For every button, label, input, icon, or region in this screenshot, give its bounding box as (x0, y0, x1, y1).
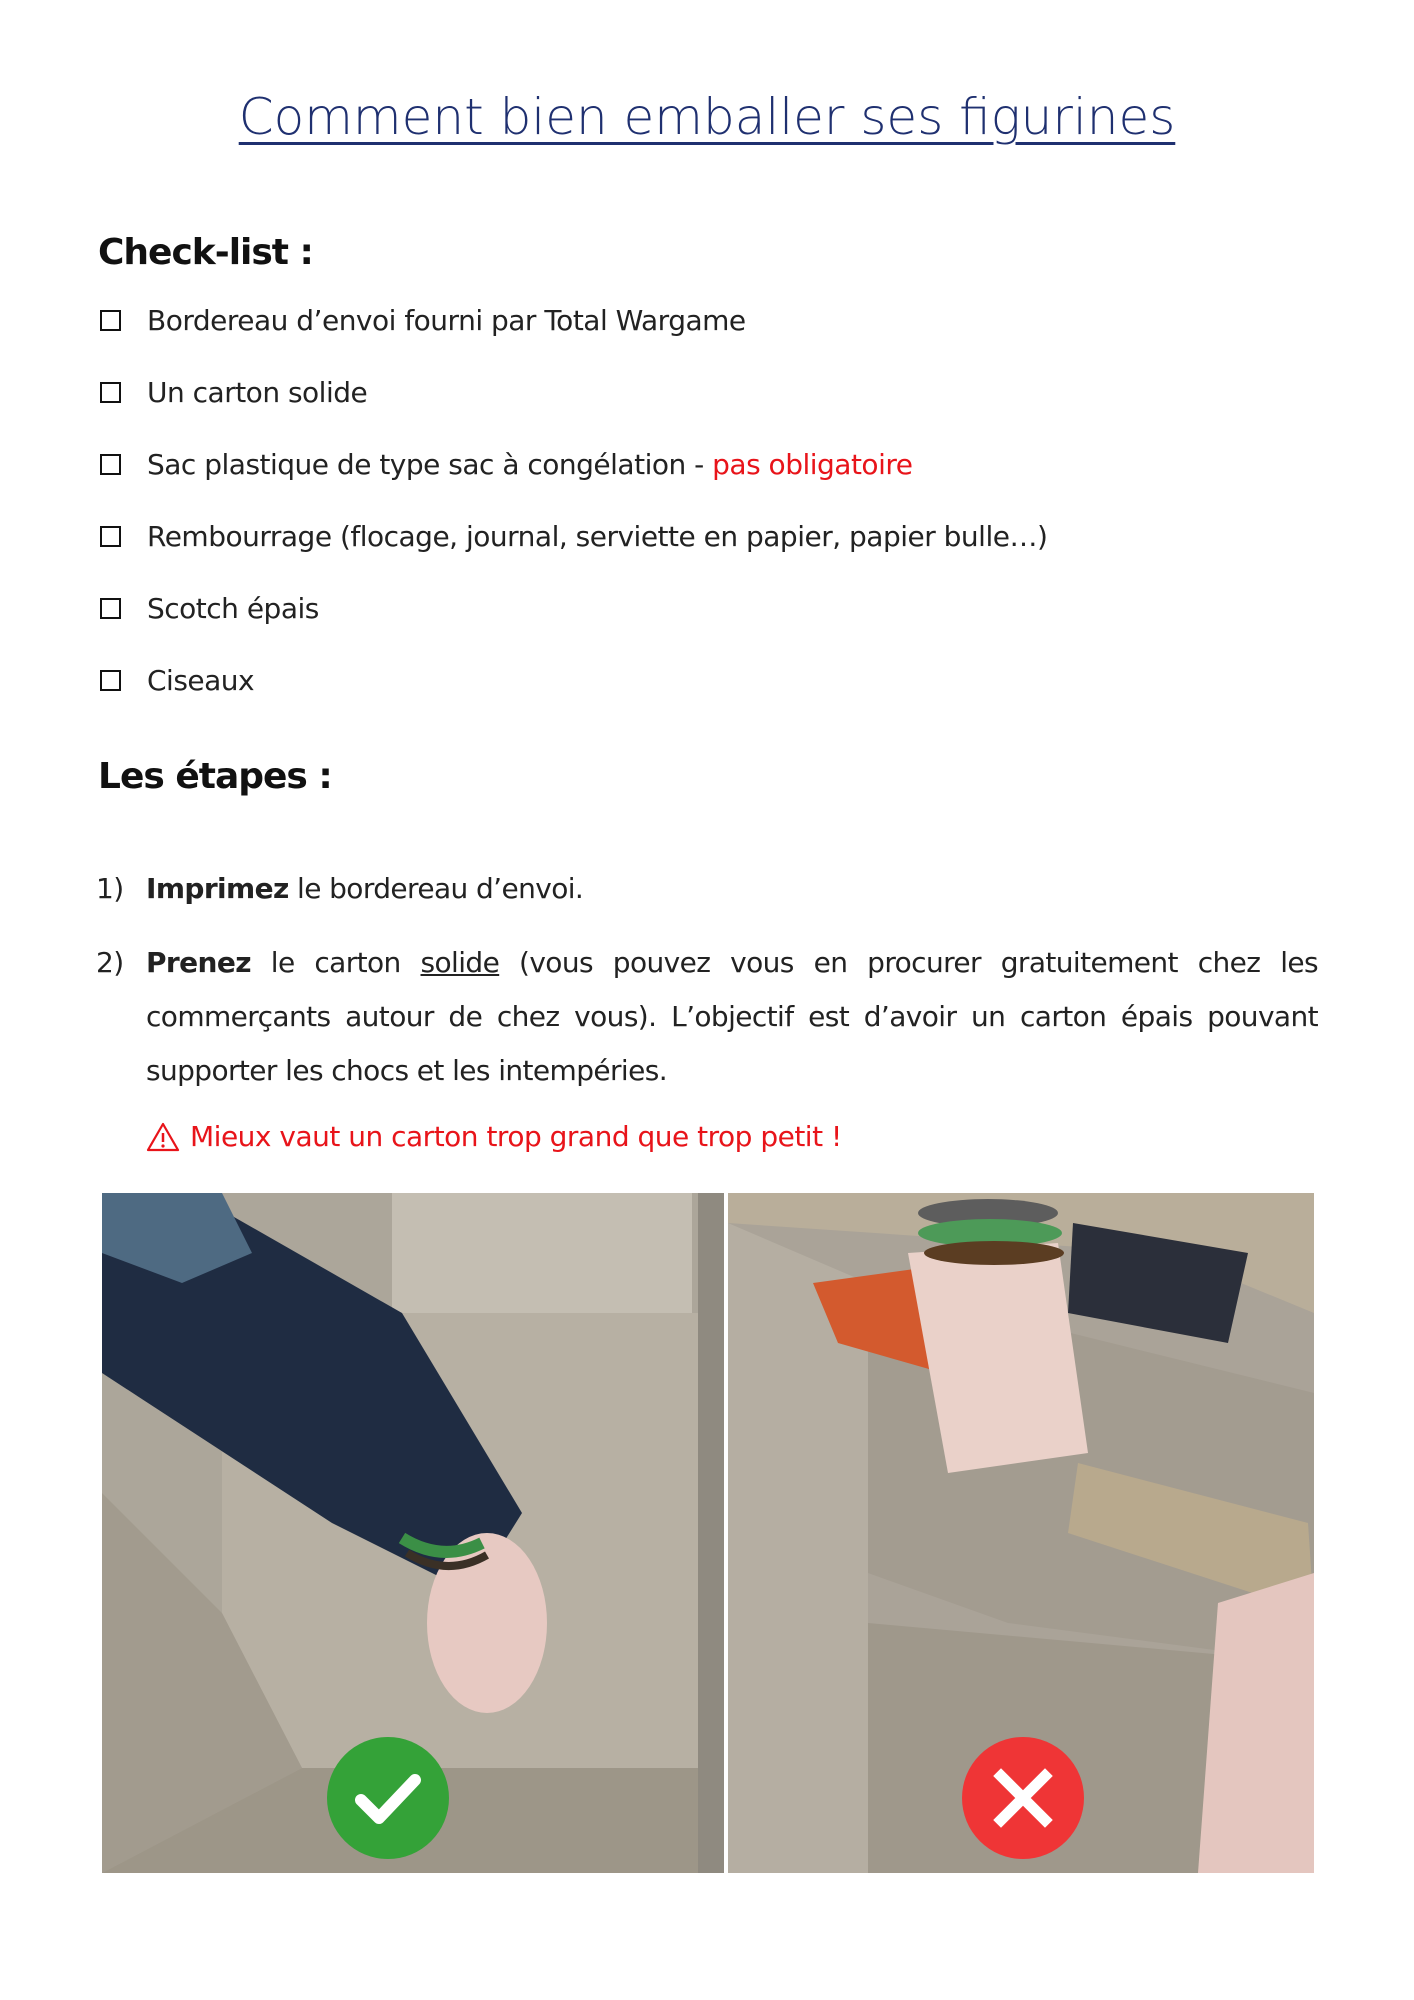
checklist-heading: Check-list : (98, 232, 313, 273)
checklist-item: Bordereau d’envoi fourni par Total Wargame (100, 304, 746, 337)
correct-badge (327, 1737, 449, 1859)
step-item: 2) Prenez le carton solide (vous pouvez vous en procurer gratuitement chez les commerçants autour de chez vous). L’objectif est d’avoir un carton épais pouvant supporter les chocs et les intempéries. (96, 936, 1318, 1098)
checklist-item: Sac plastique de type sac à congélation - pas obligatoire (100, 448, 912, 481)
checklist-item: Ciseaux (100, 664, 254, 697)
checkbox-icon[interactable] (100, 454, 121, 475)
warning-note: Mieux vaut un carton trop grand que trop petit ! (146, 1120, 842, 1153)
checkbox-icon[interactable] (100, 526, 121, 547)
checkbox-icon[interactable] (100, 382, 121, 403)
cross-icon (993, 1768, 1053, 1828)
good-box-photo (102, 1193, 724, 1873)
emphasis-solide: solide (420, 946, 500, 979)
step-item: 1) Imprimez le bordereau d’envoi. (96, 862, 1318, 916)
checklist-item: Scotch épais (100, 592, 319, 625)
incorrect-badge (962, 1737, 1084, 1859)
step-verb: Prenez (146, 946, 251, 979)
steps-heading: Les étapes : (98, 756, 332, 797)
checklist-item: Un carton solide (100, 376, 367, 409)
optional-note: pas obligatoire (712, 448, 913, 481)
step-verb: Imprimez (146, 872, 289, 905)
bad-box-photo (728, 1193, 1314, 1873)
check-icon (353, 1770, 423, 1826)
checkbox-icon[interactable] (100, 670, 121, 691)
checklist-item: Rembourrage (flocage, journal, serviette en papier, papier bulle…) (100, 520, 1047, 553)
checkbox-icon[interactable] (100, 310, 121, 331)
step-number: 1) (96, 872, 124, 905)
page-title: Comment bien emballer ses figurines (238, 88, 1176, 146)
comparison-photos (102, 1193, 1314, 1873)
warning-icon (146, 1122, 180, 1152)
step-number: 2) (96, 946, 124, 979)
checkbox-icon[interactable] (100, 598, 121, 619)
